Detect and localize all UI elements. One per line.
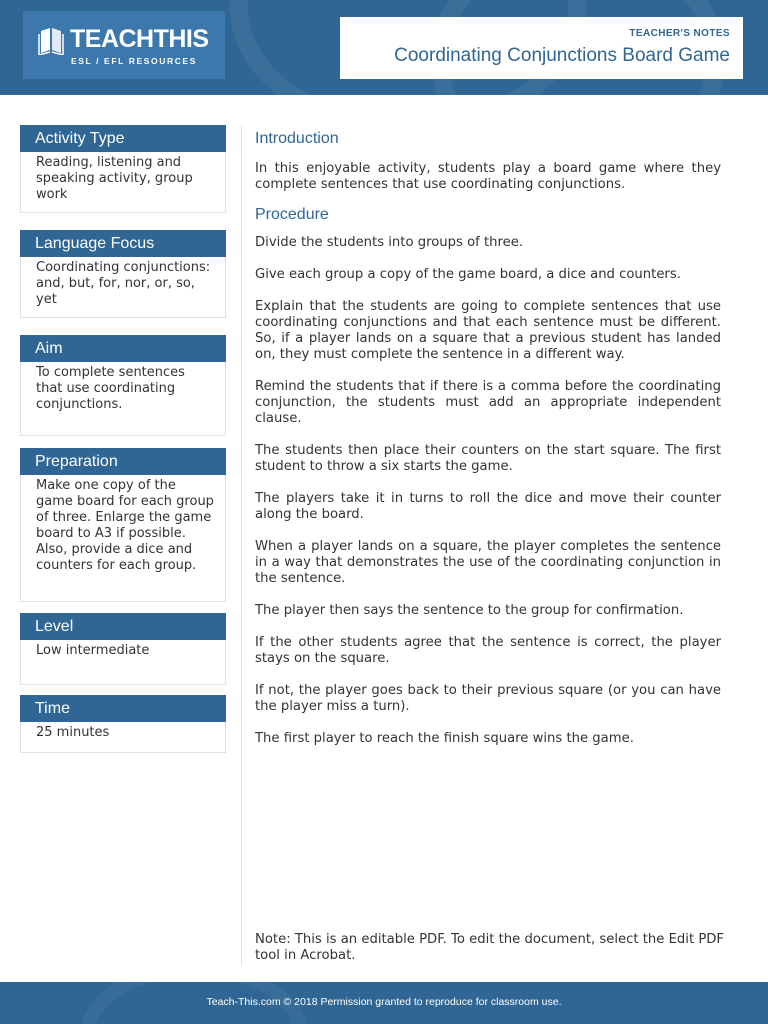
procedure-step: The player then says the sentence to the group for confirmation. xyxy=(255,603,684,618)
footer-banner xyxy=(0,982,768,1024)
sidebar-section-level xyxy=(20,613,226,685)
teachers-notes-label: TEACHER'S NOTES xyxy=(629,28,730,39)
main-content xyxy=(255,129,721,747)
book-logo-icon xyxy=(37,25,65,55)
sidebar-section-preparation xyxy=(20,448,226,602)
sidebar-heading: Activity Type xyxy=(20,125,226,152)
procedure-step: The first player to reach the finish square wins the game. xyxy=(255,731,634,746)
sidebar-heading: Time xyxy=(20,695,226,722)
sidebar-body: Low intermediate xyxy=(20,640,226,685)
procedure-step: If not, the player goes back to their previous square (or you can have the player miss a turn). xyxy=(255,683,721,714)
introduction-heading: Introduction xyxy=(255,130,339,147)
editable-pdf-note: Note: This is an editable PDF. To edit the document, select the Edit PDF tool in Acrobat. xyxy=(255,932,725,963)
logo-subtitle: ESL / EFL RESOURCES xyxy=(71,56,197,66)
sidebar-section-activity-type xyxy=(20,125,226,213)
sidebar-section-aim xyxy=(20,335,226,436)
sidebar-section-language-focus xyxy=(20,230,226,318)
procedure-step: Give each group a copy of the game board, a dice and counters. xyxy=(255,267,681,282)
logo-text: TEACHTHIS xyxy=(70,25,209,53)
sidebar-section-time xyxy=(20,695,226,753)
sidebar-heading: Language Focus xyxy=(20,230,226,257)
title-box xyxy=(340,17,743,79)
sidebar-body: 25 minutes xyxy=(20,722,226,753)
sidebar-heading: Preparation xyxy=(20,448,226,475)
procedure-step: Explain that the students are going to complete sentences that use coordinating conjunctions and that each sentence must be different. So, if a player lands on a square that a previous student has landed on, they must complete the sentence in a different way. xyxy=(255,299,721,362)
procedure-step: The students then place their counters on the start square. The first student to throw a six starts the game. xyxy=(255,443,721,474)
procedure-heading: Procedure xyxy=(255,206,329,223)
procedure-step: Remind the students that if there is a comma before the coordinating conjunction, the students must add an appropriate independent clause. xyxy=(255,379,721,426)
sidebar xyxy=(20,125,226,753)
header-banner xyxy=(0,0,768,95)
sidebar-heading: Level xyxy=(20,613,226,640)
procedure-step: If the other students agree that the sentence is correct, the player stays on the square. xyxy=(255,635,721,666)
sidebar-heading: Aim xyxy=(20,335,226,362)
column-divider xyxy=(241,125,242,965)
page-title: Coordinating Conjunctions Board Game xyxy=(394,45,730,66)
footer-copyright: Teach-This.com © 2018 Permission granted to reproduce for classroom use. xyxy=(206,996,562,1008)
sidebar-body: To complete sentences that use coordinating conjunctions. xyxy=(20,362,226,436)
procedure-step: When a player lands on a square, the player completes the sentence in a way that demonstrates the use of the coordinating conjunction in the sentence. xyxy=(255,539,721,586)
logo[interactable] xyxy=(23,11,225,79)
sidebar-body: Make one copy of the game board for each group of three. Enlarge the game board to A3 if possible. Also, provide a dice and counters for each group. xyxy=(20,475,226,602)
procedure-step: Divide the students into groups of three. xyxy=(255,235,524,250)
sidebar-body: Coordinating conjunctions: and, but, for, nor, or, so, yet xyxy=(20,257,226,318)
introduction-text: In this enjoyable activity, students play a board game where they complete sentences that use coordinating conjunctions. xyxy=(255,161,721,192)
sidebar-body: Reading, listening and speaking activity, group work xyxy=(20,152,226,213)
procedure-step: The players take it in turns to roll the dice and move their counter along the board. xyxy=(255,491,721,522)
